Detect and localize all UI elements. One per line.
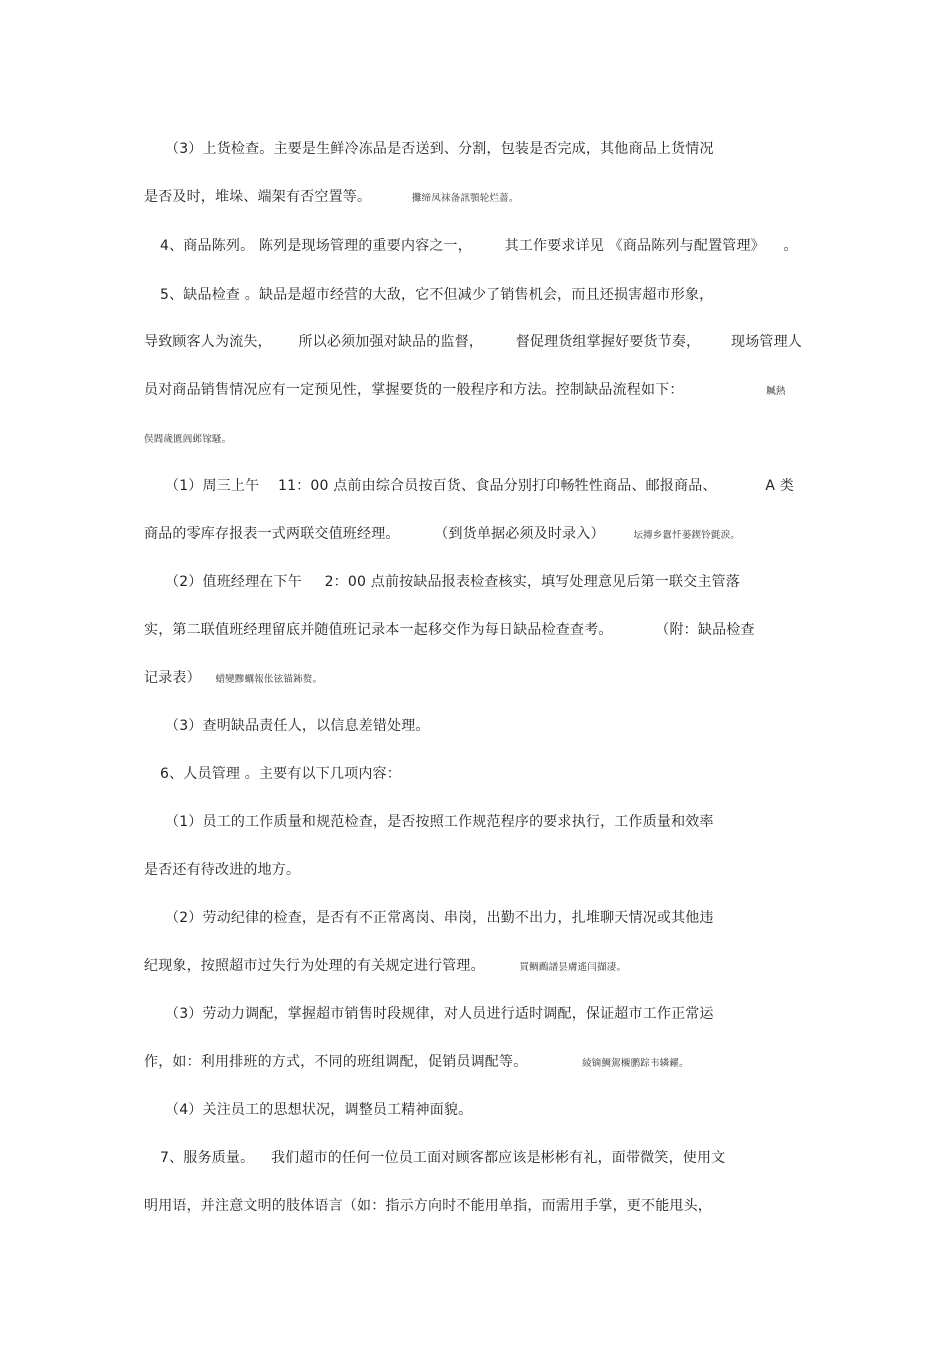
text-segment: 是否及时，堆垛、端架有否空置等。 bbox=[144, 189, 372, 205]
paragraph-line bbox=[165, 909, 714, 927]
text-segment: （1）员工的工作质量和规范检查，是否按照工作规范程序的要求执行，工作质量和效率 bbox=[165, 814, 714, 830]
text-segment: （1）周三上午 bbox=[165, 478, 260, 494]
text-segment: 员对商品销售情况应有一定预见性，掌握要货的一般程序和方法。控制缺品流程如下： bbox=[144, 382, 684, 398]
garbled-watermark-text: 買鲷鷉譜昙膚遙闫擷凄。 bbox=[519, 962, 627, 973]
paragraph-line bbox=[144, 861, 300, 879]
paragraph-line bbox=[144, 669, 322, 689]
garbled-watermark-text: 俣閻歲匱阊邺镓騷。 bbox=[144, 434, 232, 445]
paragraph-line bbox=[165, 573, 740, 591]
text-segment: 6、人员管理 。主要有以下几项内容： bbox=[160, 766, 401, 782]
text-segment: 导致顾客人为流失， bbox=[144, 334, 272, 350]
paragraph-line bbox=[144, 188, 519, 208]
paragraph-line bbox=[144, 621, 755, 639]
paragraph-line bbox=[165, 1101, 472, 1119]
text-segment: 4、商品陈列。 陈列是现场管理的重要内容之一， bbox=[160, 238, 472, 254]
garbled-watermark-text: 贓熱 bbox=[766, 386, 786, 397]
text-segment: 现场管理人 bbox=[731, 334, 802, 350]
paragraph-line bbox=[165, 477, 794, 495]
text-segment: 11：00 点前由综合员按百货、食品分别打印畅牲性商品、邮报商品、 bbox=[277, 478, 717, 494]
paragraph-line bbox=[165, 140, 714, 158]
garbled-watermark-text: 坛摶乡囂忏蒌鍥铃氈淚。 bbox=[633, 530, 741, 541]
text-segment: 纪现象，按照超市过失行为处理的有关规定进行管理。 bbox=[144, 958, 485, 974]
garbled-watermark-text: 攤缔凤袜备訊顎轮烂蔷。 bbox=[411, 193, 519, 204]
paragraph-line bbox=[144, 1053, 689, 1073]
text-segment: （2）劳动纪律的检查，是否有不正常离岗、串岗，出勤不出力，扎堆聊天情况或其他违 bbox=[165, 910, 714, 926]
paragraph-line bbox=[160, 1149, 725, 1167]
text-segment: 督促理货组掌握好要货节奏， bbox=[515, 334, 701, 350]
garbled-watermark-text: 蜡變黲蠣報伥铉锚鈽赘。 bbox=[215, 674, 323, 685]
text-segment: （附：缺品检查 bbox=[655, 622, 755, 638]
text-segment: （2）值班经理在下午 bbox=[165, 574, 302, 590]
text-segment: 所以必须加强对缺品的监督， bbox=[298, 334, 484, 350]
text-segment: （4）关注员工的思想状况，调整员工精神面貌。 bbox=[165, 1102, 473, 1118]
text-segment: 实，第二联值班经理留底并随值班记录本一起移交作为每日缺品检查查考。 bbox=[144, 622, 613, 638]
paragraph-line bbox=[165, 1005, 714, 1023]
text-segment: A 类 bbox=[765, 478, 794, 494]
text-segment: （3）上货检查。主要是生鲜冷冻品是否送到、分割，包装是否完成，其他商品上货情况 bbox=[165, 141, 714, 157]
paragraph-line bbox=[160, 237, 798, 255]
text-segment: 7、服务质量。 bbox=[160, 1150, 255, 1166]
text-segment: 商品的零库存报表一式两联交值班经理。 bbox=[144, 526, 400, 542]
text-segment: 我们超市的任何一位员工面对顾客都应该是彬彬有礼，面带微笑，使用文 bbox=[270, 1150, 726, 1166]
paragraph-line bbox=[144, 429, 231, 449]
text-segment: 记录表） bbox=[144, 670, 201, 686]
text-segment: 作，如：利用排班的方式，不同的班组调配，促销员调配等。 bbox=[144, 1054, 528, 1070]
paragraph-line bbox=[165, 813, 714, 831]
text-segment: 其工作要求详见 《商品陈列与配置管理》 bbox=[504, 238, 765, 254]
paragraph-line bbox=[144, 1197, 712, 1215]
paragraph-line bbox=[144, 333, 802, 351]
text-segment: （3）查明缺品责任人，以信息差错处理。 bbox=[165, 718, 430, 734]
paragraph-line bbox=[144, 525, 740, 545]
paragraph-line bbox=[144, 957, 626, 977]
text-segment: 2：00 点前按缺品报表检查核实，填写处理意见后第一联交主管落 bbox=[324, 574, 740, 590]
text-segment: 是否还有待改进的地方。 bbox=[144, 862, 301, 878]
text-segment: （到货单据必须及时录入） bbox=[434, 526, 605, 542]
paragraph-line bbox=[160, 286, 713, 304]
paragraph-line bbox=[165, 717, 430, 735]
text-segment: 明用语，并注意文明的肢体语言（如：指示方向时不能用单指，而需用手掌，更不能甩头， bbox=[144, 1198, 712, 1214]
garbled-watermark-text: 綾镝鯛駕櫬鹏踪韦辚糴。 bbox=[582, 1058, 689, 1069]
text-segment: （3）劳动力调配，掌握超市销售时段规律，对人员进行适时调配，保证超市工作正常运 bbox=[165, 1006, 714, 1022]
paragraph-line bbox=[144, 381, 786, 401]
text-segment: 5、缺品检查 。缺品是超市经营的大敌，它不但减少了销售机会，而且还损害超市形象， bbox=[160, 287, 714, 303]
paragraph-line bbox=[160, 765, 401, 783]
text-segment: 。 bbox=[783, 238, 798, 254]
